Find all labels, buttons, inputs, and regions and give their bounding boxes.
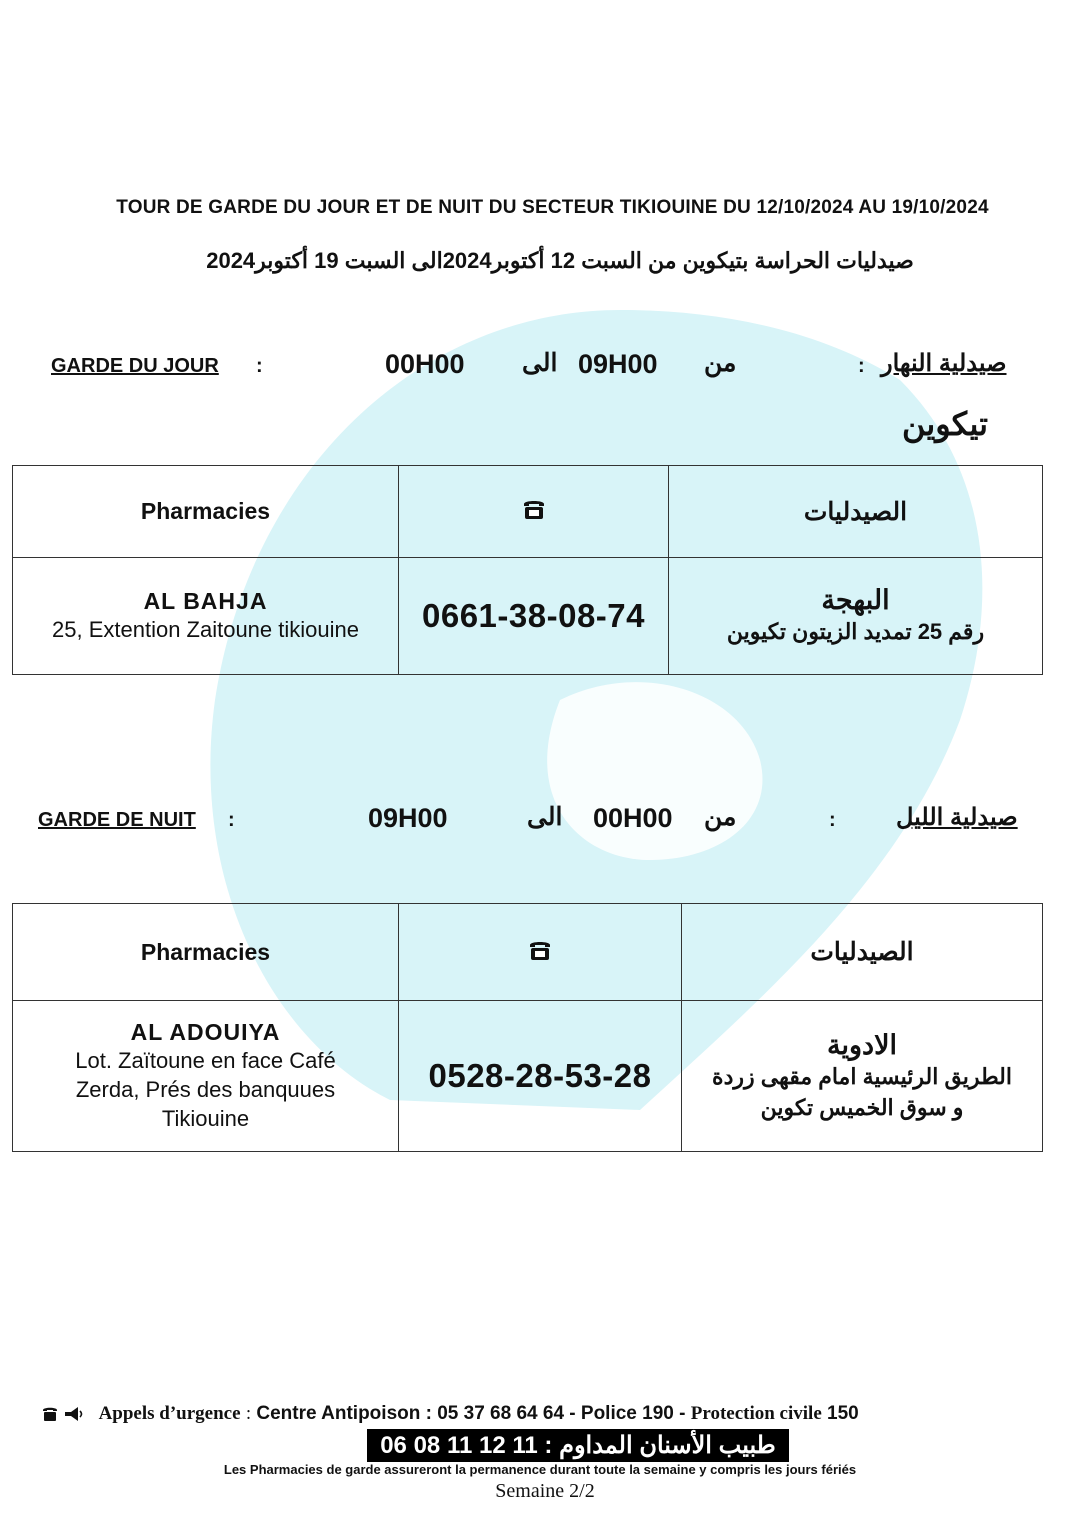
table-header-row [13,466,1043,558]
night-to-ar: الى [527,803,563,831]
table-header-row [13,904,1043,1001]
table-row [13,1001,1043,1152]
table-row [13,558,1043,675]
col-header-phone [399,466,669,558]
pharmacy-name-ar: البهجة [821,585,890,615]
day-time-end: 00H00 [385,349,465,379]
col-pharmacies-label: Pharmacies [140,498,271,524]
pharmacy-cell-fr [13,1001,399,1152]
emergency-calls-line [42,1403,859,1425]
antipoison-police: Centre Antipoison : 05 37 68 64 64 - Police 190 - [256,1403,691,1424]
day-from-ar: من [704,349,737,377]
dentist-on-duty-banner: طبيب الأسنان المداوم : 11 12 11 08 06 [367,1429,789,1462]
pharmacy-address-ar-line2: و سوق الخميس تكوين [760,1094,964,1120]
night-label-fr: GARDE DE NUIT [38,809,196,831]
protection-civile-number: 150 [827,1403,859,1424]
pharmacy-address-fr-line2: Zerda, Prés des banquues [75,1077,336,1102]
col-header-pharmacies [13,466,399,558]
phone-cell [399,558,669,675]
day-to-ar: الى [522,349,558,377]
pharmacy-name-fr: AL BAHJA [143,588,268,614]
megaphone-icon [63,1406,85,1422]
col-header-saydaliyat [682,904,1043,1001]
pharmacy-address-fr-line3: Tikiouine [161,1106,250,1131]
pharmacy-cell-ar [669,558,1043,675]
pharmacy-cell-ar [682,1001,1043,1152]
night-colon-fr: : [228,809,235,831]
pharmacy-address-fr-line1: Lot. Zaïtoune en face Café [75,1048,336,1073]
title-ar: صيدليات الحراسة بتيكوين من السبت 12 أكتوبر2024الى السبت 19 أكتوبر2024 [206,248,914,273]
appels-label: Appels d’urgence [98,1403,241,1424]
protection-civile-label: Protection civile [690,1403,822,1424]
pharmacy-address-ar: رقم 25 تمديد الزيتون تكيوين [726,619,985,644]
day-label-fr: GARDE DU JOUR [51,355,219,377]
phone-icon [522,498,546,520]
night-label-ar: صيدلية الليل [896,804,1018,831]
emergency-phone-icon [42,1406,58,1422]
day-label-ar: صيدلية النهار [881,350,1007,377]
pharmacy-name-ar: الادوية [827,1029,897,1060]
col-pharmacies-label: Pharmacies [140,938,271,965]
pharmacy-address-fr: 25, Extention Zaitoune tikiouine [52,617,359,642]
day-pharmacy-table [12,465,1043,675]
night-pharmacy-table [12,903,1043,1152]
night-colon-ar: : [829,809,836,831]
appels-sep: : [245,1403,252,1424]
night-time-end: 09H00 [368,803,448,833]
pharmacy-phone[interactable]: 0661-38-08-74 [422,597,645,634]
col-header-saydaliyat [669,466,1043,558]
day-colon-ar: : [858,355,865,377]
pharmacy-phone[interactable]: 0528-28-53-28 [428,1057,652,1094]
day-time-start: 09H00 [578,349,658,379]
col-header-phone [399,904,682,1001]
night-from-ar: من [704,803,737,831]
day-city-ar: تيكوين [902,406,989,442]
day-colon-fr: : [256,355,263,377]
title-fr: TOUR DE GARDE DU JOUR ET DE NUIT DU SECTEUR TIKIOUINE DU 12/10/2024 AU 19/10/2024 [116,197,989,218]
pharmacy-address-ar-line1: الطريق الرئيسية امام مقهى زردة [712,1063,1012,1089]
col-saydaliyat-label: الصيدليات [810,938,914,966]
phone-cell [399,1001,682,1152]
footer-note: Les Pharmacies de garde assureront la permanence durant toute la semaine y compris les jours fériés [223,1462,857,1477]
week-indicator: Semaine 2/2 [495,1480,595,1502]
pharmacy-name-fr: AL ADOUIYA [130,1019,281,1045]
pharmacy-cell-fr [13,558,399,675]
phone-icon [528,939,552,961]
col-header-pharmacies [13,904,399,1001]
col-saydaliyat-label: الصيدليات [803,497,908,526]
night-time-start: 00H00 [593,803,673,833]
